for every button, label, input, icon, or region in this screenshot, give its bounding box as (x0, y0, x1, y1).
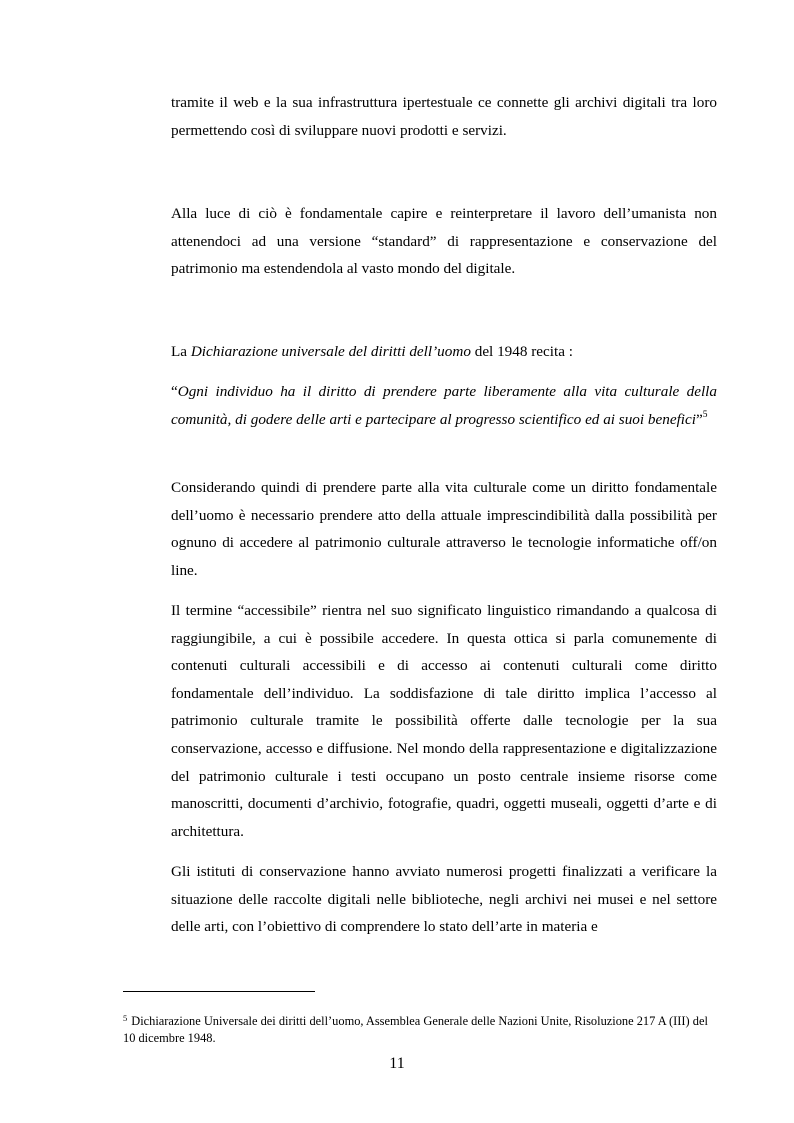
declaration-title: Dichiarazione universale del diritti dell’uomo (190, 343, 471, 360)
footnote-reference[interactable]: 5 (702, 409, 708, 420)
declaration-intro-suffix: del 1948 recita : (470, 343, 573, 360)
paragraph-cultural-life-right: Considerando quindi di prendere parte alla vita culturale come un diritto fondamentale dell’uomo è necessario prendere atto della attuale imprescindibilità dalla possibilità per ognuno di accedere al patrimonio culturale attraverso le tecnologie informatiche off/on line. (171, 479, 717, 579)
quote-open-mark: “ (171, 383, 178, 400)
footnote-separator (123, 991, 315, 992)
paragraph-humanist-work: Alla luce di ciò è fondamentale capire e reinterpretare il lavoro dell’umanista non attenendoci ad una versione “standard” di rappresentazione e conservazione del patrimonio ma estendendola al vasto mondo del digitale. (171, 205, 717, 278)
paragraph-declaration-quote (171, 378, 717, 433)
declaration-quote-text: Ogni individuo ha il diritto di prendere parte liberamente alla vita culturale della comunità, di godere delle arti e partecipare al progresso scientifico ed ai suoi benefici (171, 383, 717, 428)
page-number: 11 (389, 1055, 405, 1072)
footnote (123, 1013, 717, 1046)
paragraph-accessible-term: Il termine “accessibile” rientra nel suo significato linguistico rimandando a qualcosa di raggiungibile, a cui è possibile accedere. In questa ottica si parla comunemente di contenuti culturali accessibili e di accesso ai contenuti culturali come diritto fondamentale dell’individuo. La soddisfazione di tale diritto implica l’accesso al patrimonio culturale tramite le possibilità offerte dalle tecnologie per la sua conservazione, accesso e diffusione. Nel mondo della rappresentazione e digitalizzazione del patrimonio culturale i testi occupano un posto centrale insieme risorse come manoscritti, documenti d’archivio, fotografie, quadri, oggetti museali, oggetti d’arte e di architettura. (171, 602, 717, 840)
footnote-number: 5 (123, 1013, 128, 1023)
footnote-text: Dichiarazione Universale dei diritti dell’uomo, Assemblea Generale delle Nazioni Unite, Risoluzione 217 A (III) del 10 dicembre 1948. (123, 1014, 708, 1045)
paragraph-web-infrastructure: tramite il web e la sua infrastruttura ipertestuale ce connette gli archivi digitali tra loro permettendo così di sviluppare nuovi prodotti e servizi. (171, 94, 717, 139)
quote-close-mark: ” (696, 410, 703, 428)
paragraph-conservation-institutes: Gli istituti di conservazione hanno avviato numerosi progetti finalizzati a verificare la situazione delle raccolte digitali nelle biblioteche, negli archivi nei musei e nel settore delle arti, con l’obiettivo di comprendere lo stato dell’arte in materia e (171, 863, 717, 936)
declaration-intro-prefix: La (171, 343, 191, 360)
paragraph-declaration-intro (171, 338, 717, 366)
